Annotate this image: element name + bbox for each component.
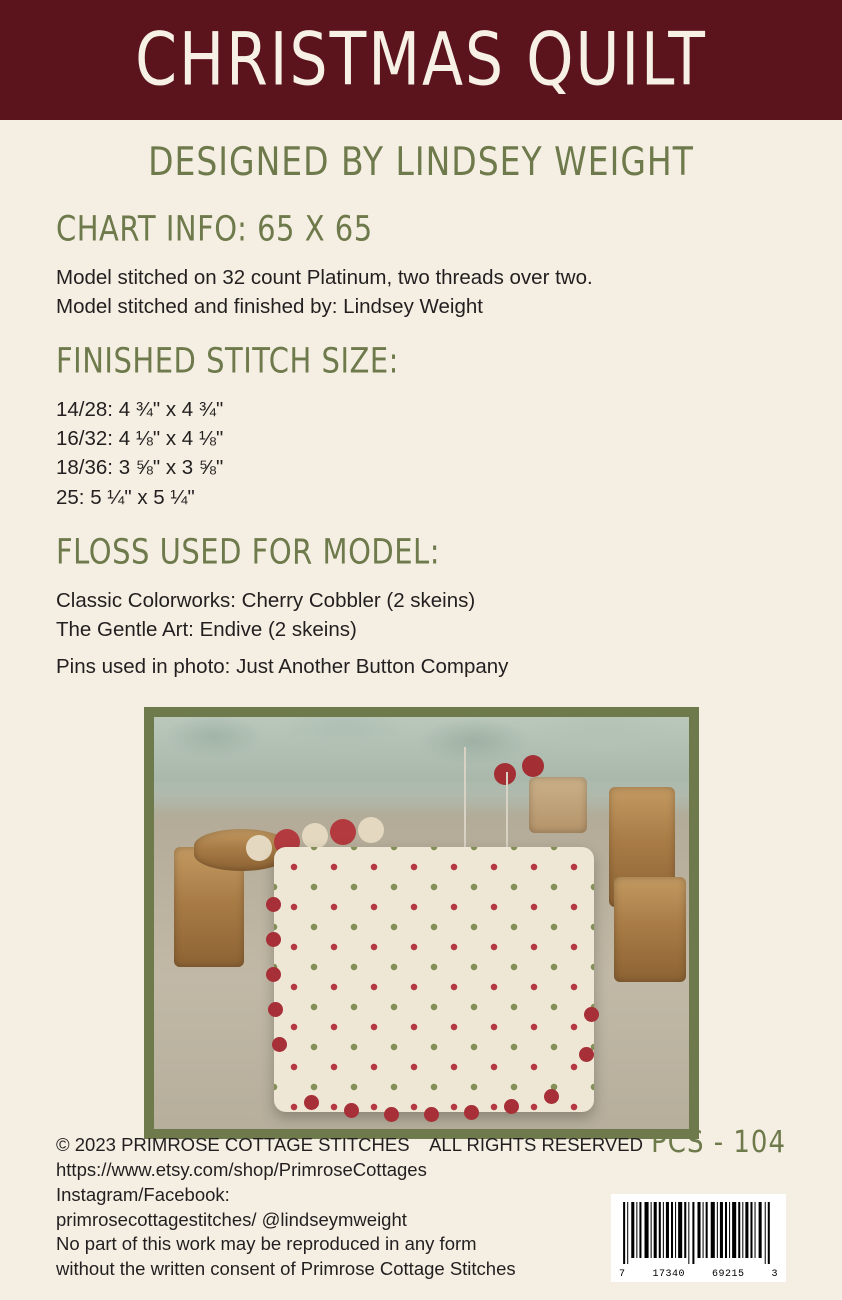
wood-bead	[302, 823, 328, 849]
chart-info-line: Model stitched and finished by: Lindsey Weight	[56, 295, 483, 319]
finished-size-section	[56, 340, 786, 511]
finished-size-heading: FINISHED STITCH SIZE:	[56, 340, 399, 382]
barcode	[611, 1194, 786, 1282]
wood-bead	[358, 817, 384, 843]
barcode-icon	[617, 1200, 780, 1268]
floss-heading: FLOSS USED FOR MODEL:	[56, 530, 440, 572]
designer-credit: DESIGNED BY LINDSEY WEIGHT	[148, 138, 694, 185]
wood-bead	[494, 763, 516, 785]
wood-bead	[246, 835, 272, 861]
wooden-spool	[529, 777, 587, 833]
cross-stitch-pattern	[274, 847, 594, 1112]
footer	[0, 1125, 842, 1300]
pom-pom-trim	[272, 1037, 287, 1052]
wood-bead	[522, 755, 544, 777]
page-title: CHRISTMAS QUILT	[135, 17, 707, 103]
wood-bead	[330, 819, 356, 845]
barcode-digits	[617, 1268, 780, 1280]
info-content	[0, 208, 842, 681]
pom-pom-trim	[464, 1105, 479, 1120]
floss-line: The Gentle Art: Endive (2 skeins)	[56, 617, 357, 641]
pom-pom-trim	[304, 1095, 319, 1110]
finished-size-line: 18/36: 3 ⅝" x 3 ⅝"	[56, 456, 224, 480]
stitched-pinkeep	[274, 847, 594, 1112]
barcode-right-digit: 3	[771, 1269, 778, 1280]
product-code: PCS - 104	[651, 1125, 786, 1161]
footer-links	[56, 1158, 516, 1282]
social-label: Instagram/Facebook:	[56, 1183, 230, 1205]
pom-pom-trim	[579, 1047, 594, 1062]
finished-size-line: 16/32: 4 ⅛" x 4 ⅛"	[56, 427, 224, 451]
pom-pom-trim	[266, 967, 281, 982]
pom-pom-trim	[584, 1007, 599, 1022]
etsy-shop-url[interactable]: https://www.etsy.com/shop/PrimroseCottages	[56, 1159, 427, 1181]
barcode-group-1: 17340	[652, 1269, 685, 1280]
copyright-row	[56, 1125, 786, 1161]
reproduction-notice-line: without the written consent of Primrose Cottage Stitches	[56, 1258, 516, 1280]
pom-pom-trim	[384, 1107, 399, 1122]
pom-pom-trim	[544, 1089, 559, 1104]
social-handles[interactable]: primrosecottagestitches/ @lindseymweight	[56, 1208, 407, 1230]
chart-info-line: Model stitched on 32 count Platinum, two threads over two.	[56, 266, 593, 289]
model-photo	[154, 717, 689, 1129]
finished-size-line: 25: 5 ¼" x 5 ¼"	[56, 485, 195, 509]
copyright-text: © 2023 PRIMROSE COTTAGE STITCHES ALL RIGHTS RESERVED	[56, 1134, 643, 1156]
title-banner	[0, 0, 842, 120]
pom-pom-trim	[266, 932, 281, 947]
reproduction-notice-line: No part of this work may be reproduced in any form	[56, 1233, 477, 1255]
chart-info-section	[56, 208, 786, 321]
barcode-left-digit: 7	[619, 1269, 626, 1280]
finished-size-line: 14/28: 4 ¾" x 4 ¾"	[56, 398, 224, 422]
wooden-spool	[614, 877, 686, 982]
pins-note: Pins used in photo: Just Another Button Company	[56, 654, 509, 678]
pom-pom-trim	[266, 897, 281, 912]
floss-line: Classic Colorworks: Cherry Cobbler (2 skeins)	[56, 588, 476, 612]
pom-pom-trim	[424, 1107, 439, 1122]
floss-section	[56, 530, 786, 681]
model-photo-frame	[144, 707, 699, 1139]
pom-pom-trim	[268, 1002, 283, 1017]
decorative-pin	[464, 747, 466, 857]
barcode-group-2: 69215	[711, 1269, 745, 1280]
pom-pom-trim	[344, 1103, 359, 1118]
chart-info-heading: CHART INFO: 65 X 65	[56, 208, 373, 249]
pom-pom-trim	[504, 1099, 519, 1114]
